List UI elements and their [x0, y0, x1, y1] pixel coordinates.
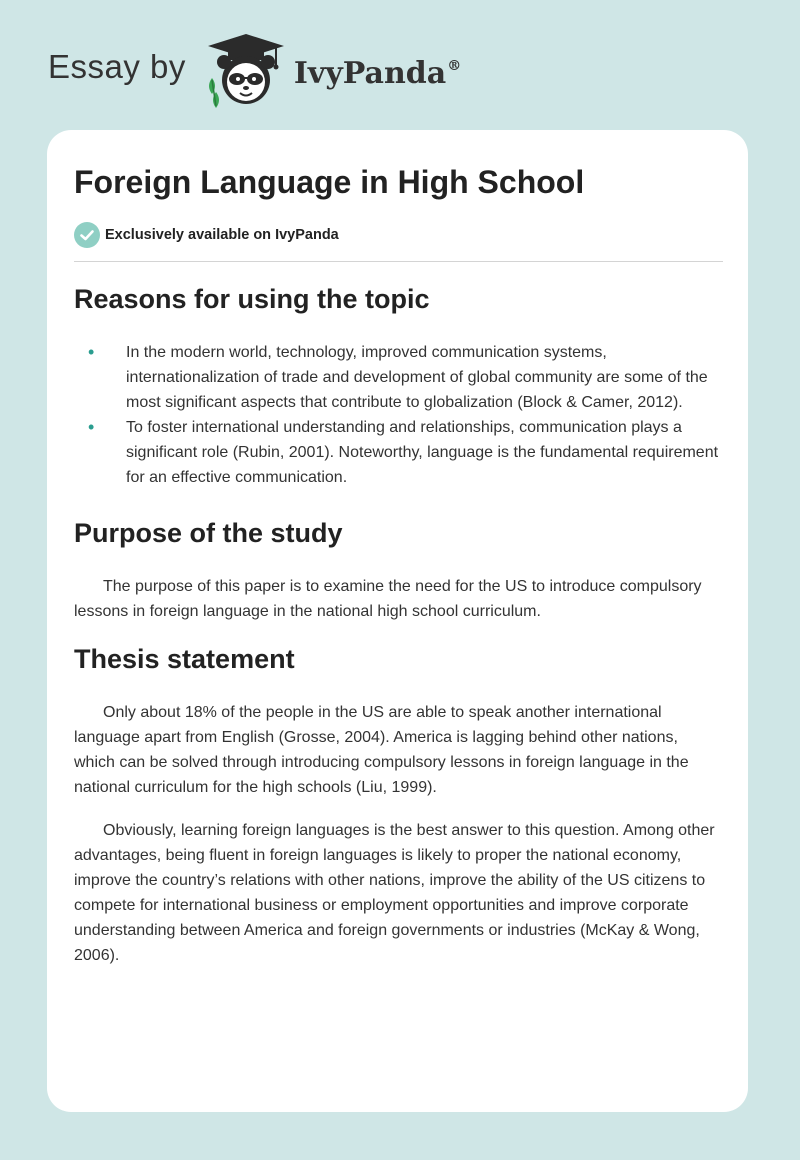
divider [74, 261, 723, 262]
list-item-text: To foster international understanding and relationships, communication plays a significant role (Rubin, 2001). Noteworthy, language is the fundamental requirement for an effective communication. [126, 419, 719, 486]
essay-card [47, 130, 748, 1112]
essay-by-label: Essay by [48, 48, 186, 85]
bullet-dot-icon: • [88, 417, 95, 437]
site-header [48, 30, 461, 110]
bullet-dot-icon: • [88, 342, 95, 362]
section-purpose [74, 516, 723, 624]
paragraph: Obviously, learning foreign languages is the best answer to this question. Among other advantages, being fluent in foreign languages is likely to proper the national economy, improve the country’s relations with other nations, improve the ability of the US citizens to compete for international business or employment opportunities and improve corporate understanding between America and foreign governments or industries (McKay & Wong, 2006). [74, 822, 715, 964]
list-item [74, 415, 723, 490]
registered-mark: ® [447, 57, 462, 74]
list-item [74, 340, 723, 415]
brand-name[interactable] [294, 56, 461, 91]
exclusive-badge [74, 222, 339, 248]
check-circle-icon [74, 222, 100, 248]
section-heading: Purpose of the study [74, 518, 343, 548]
essay-body [74, 282, 723, 986]
section-heading: Thesis statement [74, 644, 295, 674]
section-reasons [74, 282, 723, 490]
exclusive-label: Exclusively available on IvyPanda [105, 227, 339, 243]
panda-graduate-logo-icon[interactable] [202, 30, 290, 110]
paragraph: Only about 18% of the people in the US are able to speak another international language apart from English (Grosse, 2004). America is lagging behind other nations, which can be solved through introducing compulsory lessons in foreign language in the national curriculum for the high schools (Liu, 1999). [74, 704, 689, 796]
page-title: Foreign Language in High School [74, 164, 585, 200]
section-thesis [74, 642, 723, 968]
section-heading: Reasons for using the topic [74, 284, 430, 314]
list-item-text: In the modern world, technology, improved communication systems, internationalization of trade and development of global community are some of the most significant aspects that contribute to globalization (Block & Camer, 2012). [126, 344, 708, 411]
reasons-list [74, 340, 723, 490]
brand-text: IvyPanda [293, 55, 447, 91]
paragraph: The purpose of this paper is to examine the need for the US to introduce compulsory lessons in foreign language in the national high school curriculum. [74, 578, 702, 620]
